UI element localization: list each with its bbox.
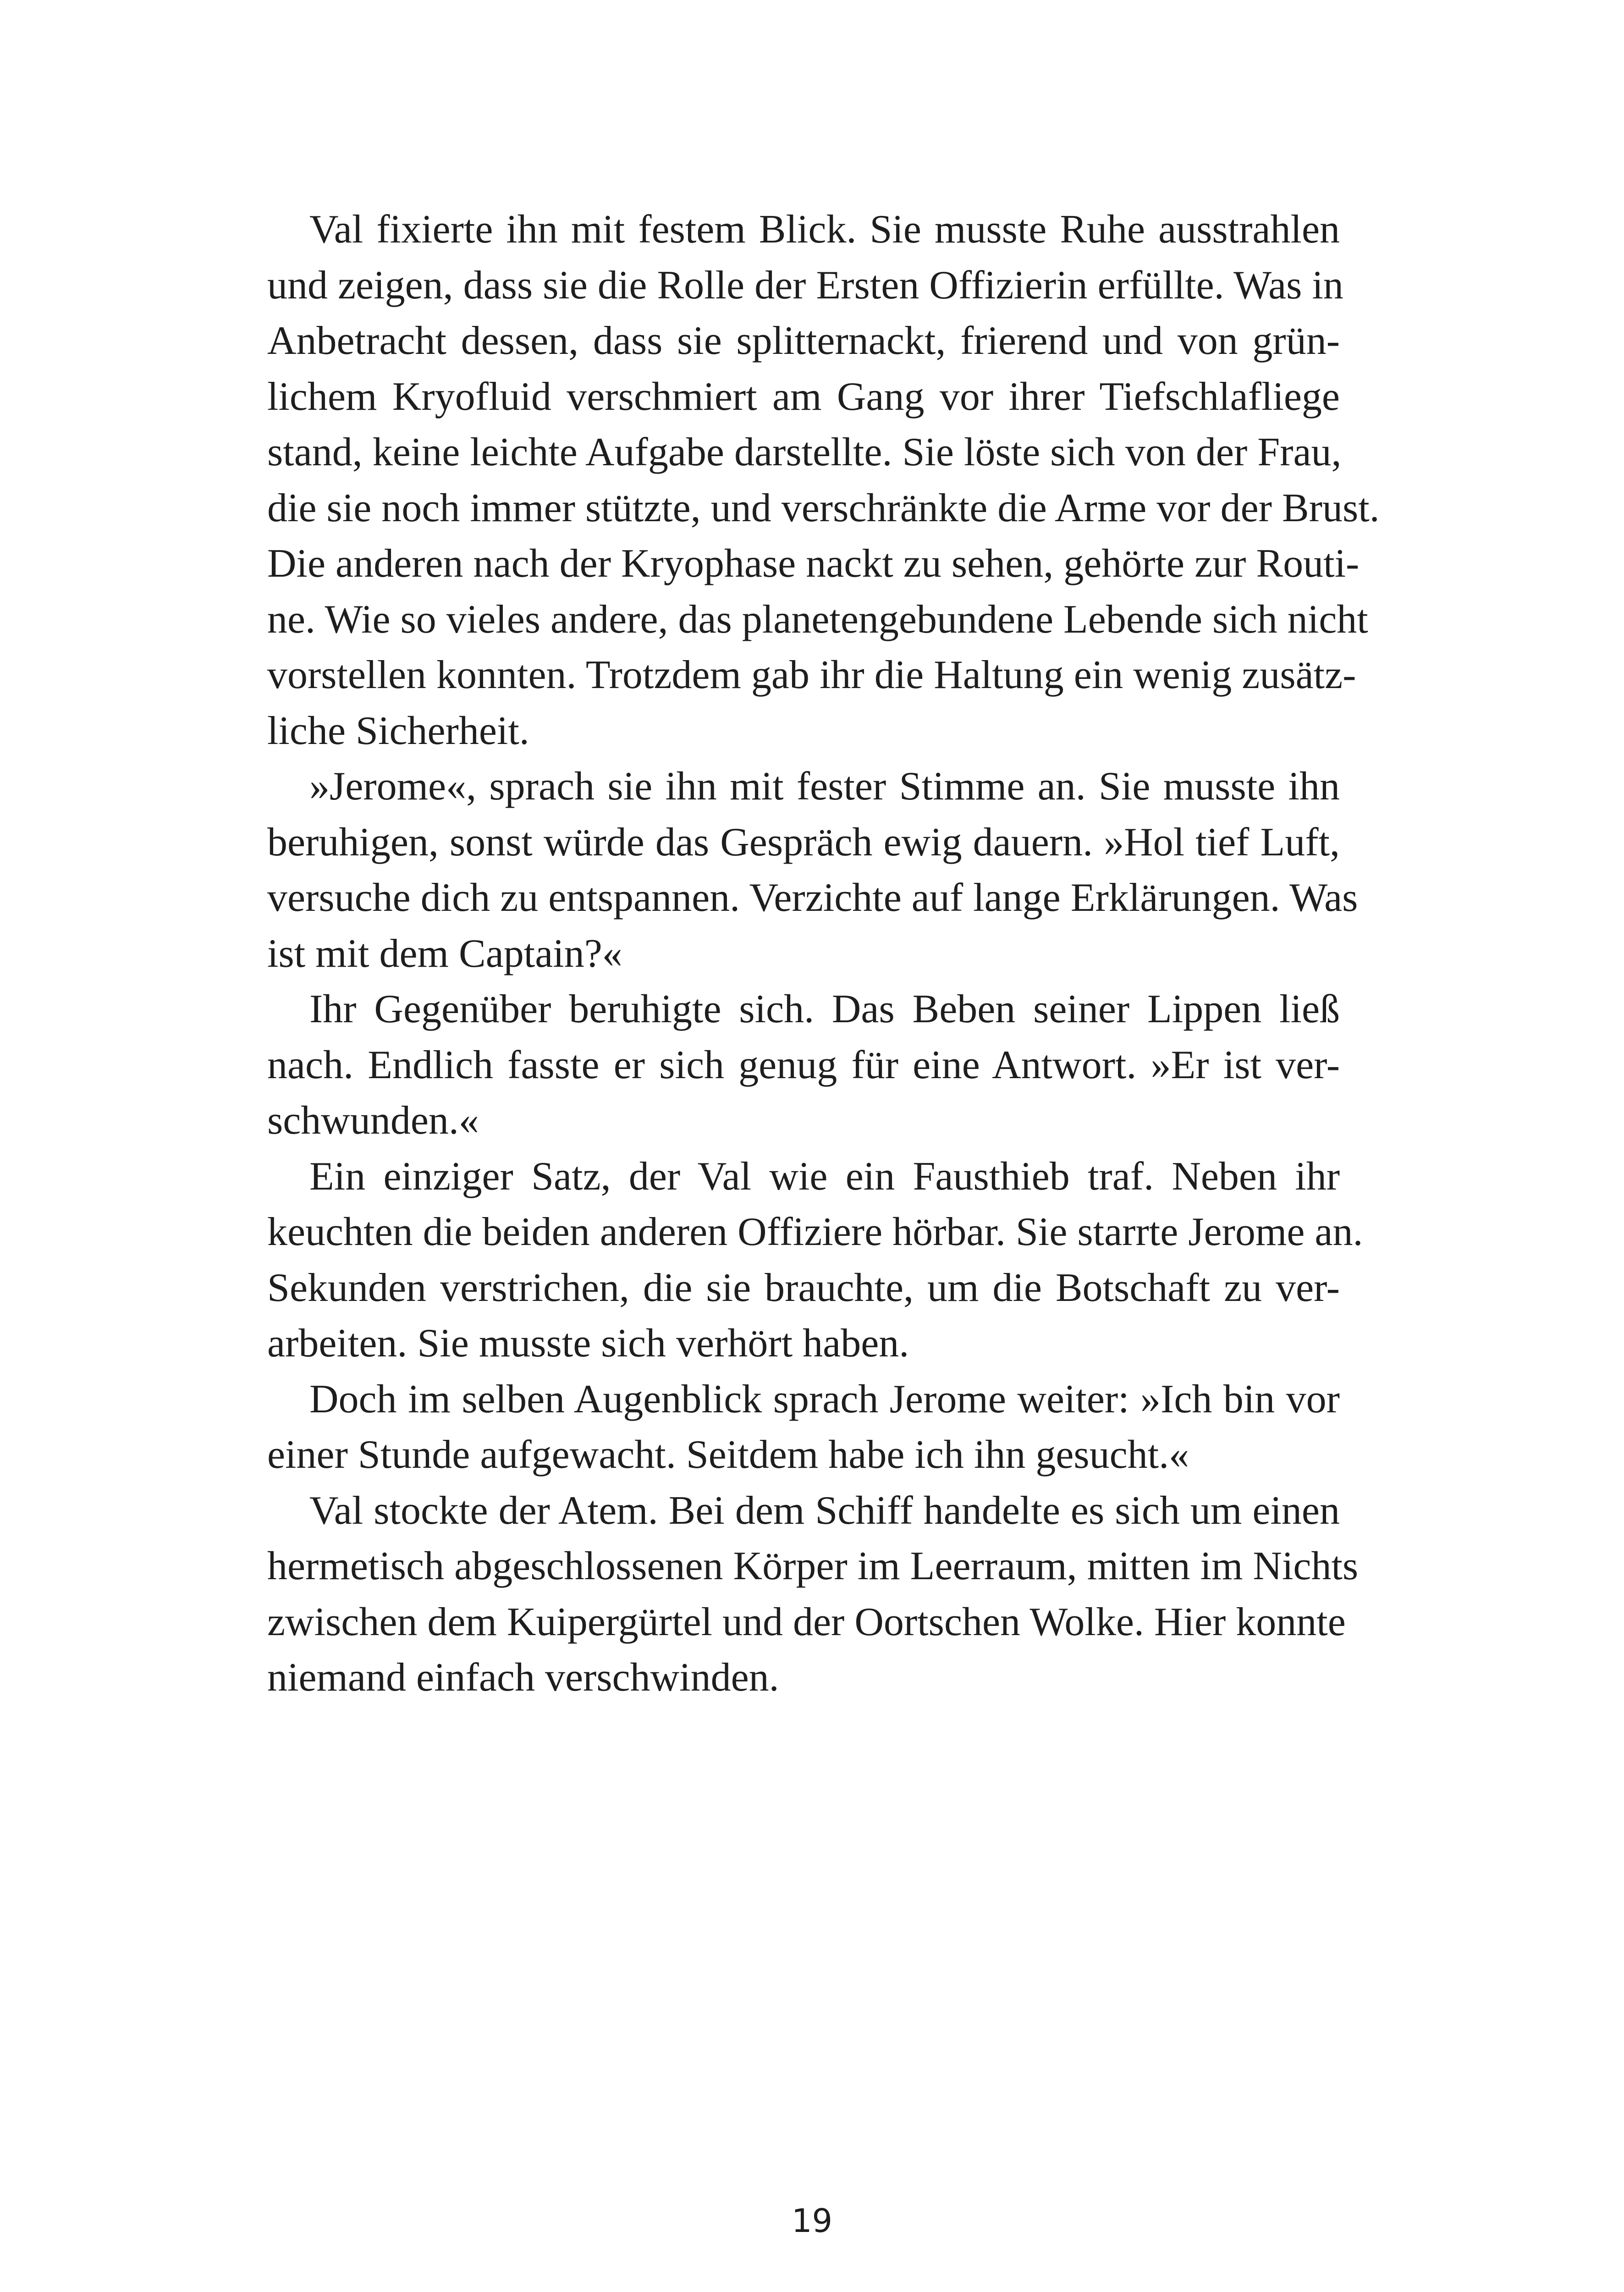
text-line: stand, keine leichte Aufgabe darstellte. Sie löste sich von der Frau, — [267, 430, 1342, 474]
text-line: arbeiten. Sie musste sich verhört haben. — [267, 1321, 909, 1366]
text-line: Ihr Gegenüber beruhigte sich. Das Beben seiner Lippen ließ — [309, 987, 1340, 1031]
text-line: niemand einfach verschwinden. — [267, 1655, 779, 1700]
text-line: keuchten die beiden anderen Offiziere hörbar. Sie starrte Jerome an. — [267, 1210, 1363, 1254]
text-line: Ein einziger Satz, der Val wie ein Fausthieb traf. Neben ihr — [309, 1154, 1340, 1199]
text-line: »Jerome«, sprach sie ihn mit fester Stimme an. Sie musste ihn — [309, 764, 1340, 809]
text-line: einer Stunde aufgewacht. Seitdem habe ich ihn gesucht.« — [267, 1432, 1189, 1477]
text-line: Val fixierte ihn mit festem Blick. Sie musste Ruhe ausstrahlen — [309, 207, 1340, 252]
text-line: lichem Kryofluid verschmiert am Gang vor ihrer Tiefschlafliege — [267, 374, 1340, 419]
text-line: Val stockte der Atem. Bei dem Schiff handelte es sich um einen — [309, 1488, 1340, 1533]
text-line: zwischen dem Kuipergürtel und der Oortschen Wolke. Hier konnte — [267, 1599, 1346, 1644]
text-line: hermetisch abgeschlossenen Körper im Leerraum, mitten im Nichts — [267, 1544, 1359, 1588]
text-line: Sekunden verstrichen, die sie brauchte, um die Botschaft zu ver- — [267, 1265, 1340, 1310]
text-line: liche Sicherheit. — [267, 708, 529, 753]
text-line: schwunden.« — [267, 1098, 479, 1143]
text-line: versuche dich zu entspannen. Verzichte auf lange Erklärungen. Was — [267, 876, 1358, 920]
text-line: und zeigen, dass sie die Rolle der Ersten Offizierin erfüllte. Was in — [267, 263, 1343, 308]
text-line: Anbetracht dessen, dass sie splitternackt, frierend und von grün- — [267, 319, 1340, 363]
text-line: ne. Wie so vieles andere, das planetengebundene Lebende sich nicht — [267, 597, 1368, 642]
text-line: Doch im selben Augenblick sprach Jerome weiter: »Ich bin vor — [309, 1377, 1340, 1421]
text-line: ist mit dem Captain?« — [267, 931, 622, 976]
text-line: vorstellen konnten. Trotzdem gab ihr die Haltung ein wenig zusätz- — [267, 653, 1356, 697]
text-line: Die anderen nach der Kryophase nackt zu sehen, gehörte zur Routi- — [267, 541, 1360, 586]
text-line: die sie noch immer stützte, und verschränkte die Arme vor der Brust. — [267, 485, 1380, 530]
text-line: beruhigen, sonst würde das Gespräch ewig dauern. »Hol tief Luft, — [267, 820, 1340, 865]
body-text — [267, 202, 1380, 1706]
page-number: 19 — [791, 2202, 833, 2240]
text-line: nach. Endlich fasste er sich genug für eine Antwort. »Er ist ver- — [267, 1042, 1340, 1087]
